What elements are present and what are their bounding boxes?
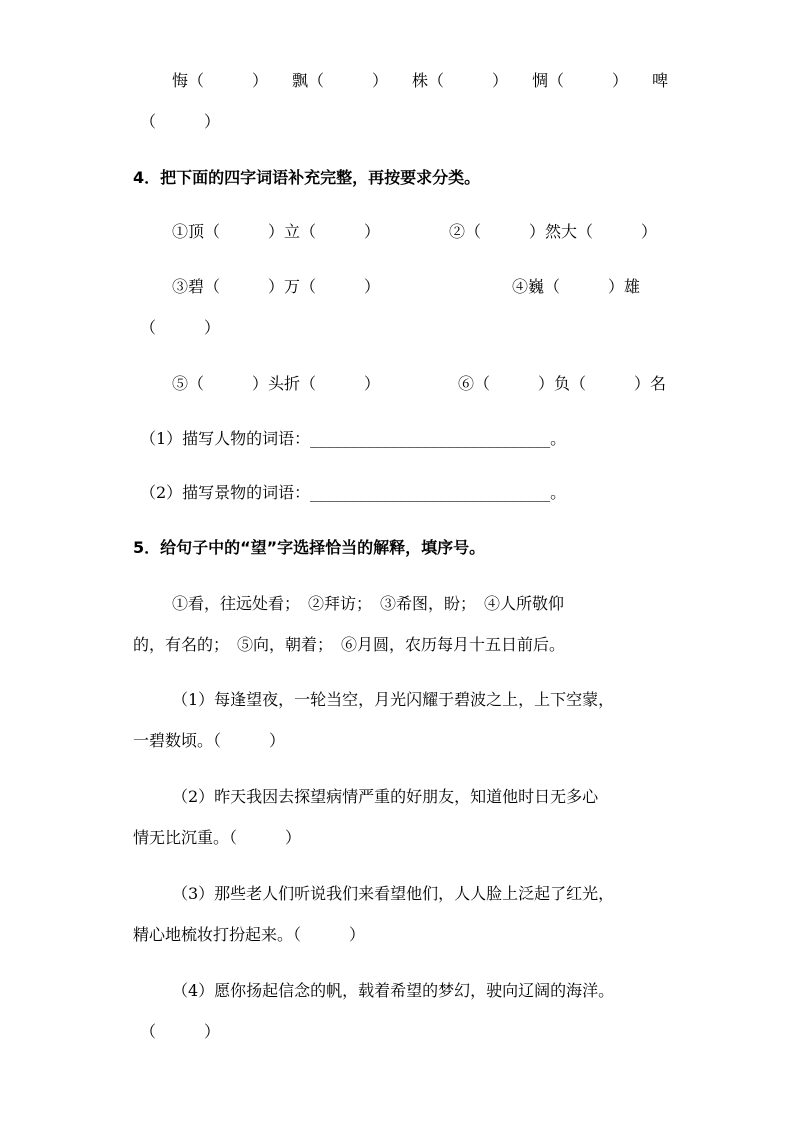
q5-sentence-3: （3）那些老人们听说我们来看望他们，人人脸上泛起了红光， (172, 884, 615, 903)
q4-item-4: ④巍（ ）雄 (512, 277, 641, 296)
q4-item-2: ②（ ）然大（ ） (449, 222, 658, 241)
q3-words-line: 悔（ ） 飘（ ） 株（ ） 惆（ ） 啤 (172, 71, 669, 90)
q5-sentence-3-wrap: 精心地梳妆打扮起来。（ ） (133, 925, 366, 944)
q5-sentence-1: （1）每逢望夜，一轮当空，月光闪耀于碧波之上，上下空蒙， (172, 690, 615, 709)
q4-item-4-wrap: （ ） (140, 318, 221, 337)
q4-category-people: （1）描写人物的词语：______________________________。 (140, 429, 567, 448)
q5-sentence-1-wrap: 一碧数顷。（ ） (133, 731, 286, 750)
q4-category-scenery: （2）描写景物的词语：______________________________。 (140, 483, 567, 502)
q5-options-line-1: ①看，往远处看； ②拜访； ③希图，盼； ④人所敬仰 (172, 594, 565, 613)
q5-options-line-2: 的，有名的； ⑤向，朝着； ⑥月圆，农历每月十五日前后。 (133, 635, 566, 654)
q4-item-6: ⑥（ ）负（ ）名 (458, 374, 667, 393)
q4-item-3: ③碧（ ）万（ ） (172, 277, 381, 296)
q5-heading: 5．给句子中的“望”字选择恰当的解释，填序号。 (133, 538, 486, 557)
q5-sentence-2: （2）昨天我因去探望病情严重的好朋友，知道他时日无多心 (172, 787, 599, 806)
q4-item-5: ⑤（ ）头折（ ） (172, 374, 381, 393)
q4-item-1: ①顶（ ）立（ ） (172, 222, 381, 241)
q5-sentence-4: （4）愿你扬起信念的帆，载着希望的梦幻，驶向辽阔的海洋。 (172, 981, 615, 1000)
q5-sentence-2-wrap: 情无比沉重。（ ） (133, 828, 302, 847)
q4-heading: 4．把下面的四字词语补充完整，再按要求分类。 (133, 168, 481, 187)
q3-words-wrap: （ ） (140, 112, 221, 131)
q5-sentence-4-wrap: （ ） (140, 1022, 221, 1041)
